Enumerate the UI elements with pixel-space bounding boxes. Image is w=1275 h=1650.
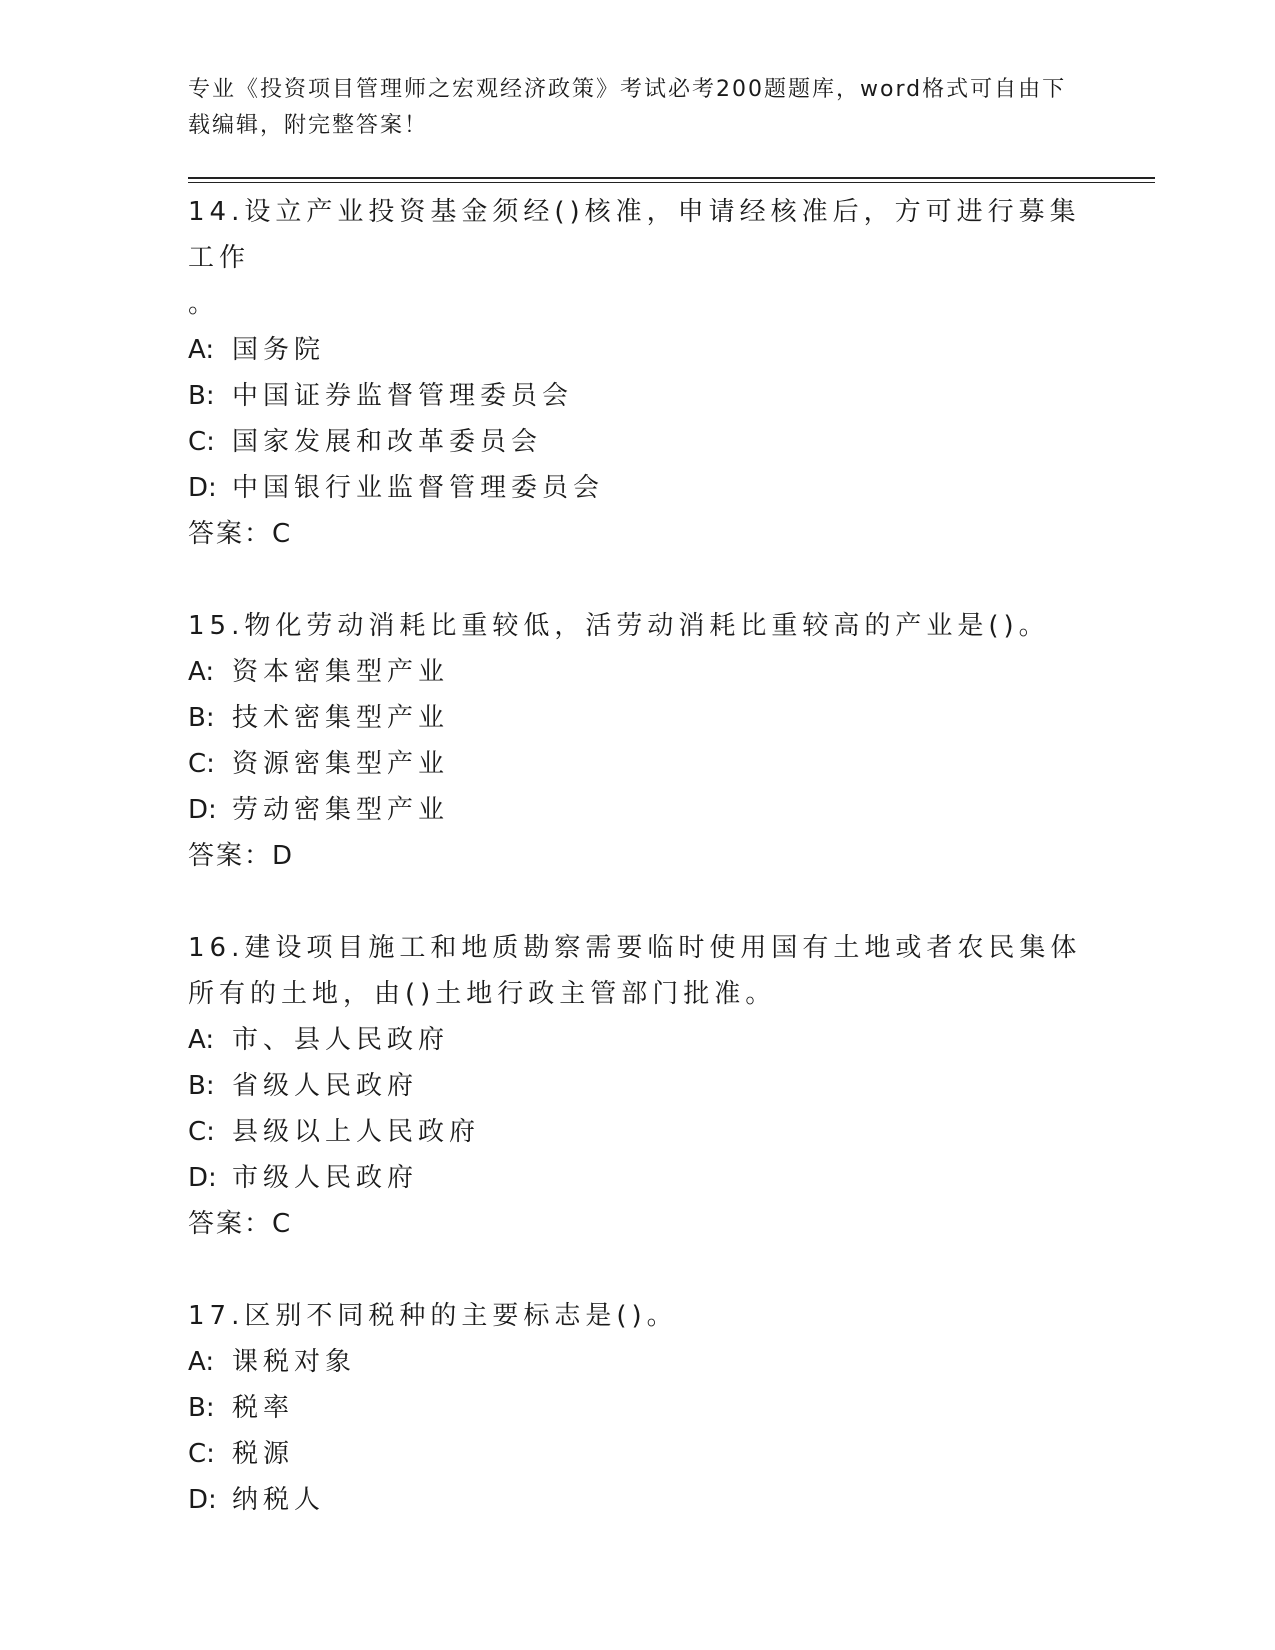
- option-key: D:: [188, 1163, 217, 1193]
- option-d: [188, 465, 1088, 511]
- option-key: B:: [188, 1393, 215, 1423]
- option-d: [188, 1477, 1088, 1523]
- option-text: 税源: [232, 1439, 295, 1469]
- option-key: D:: [188, 1485, 217, 1515]
- option-text: 市、县人民政府: [232, 1025, 450, 1055]
- option-key: C:: [188, 749, 215, 779]
- option-c: [188, 1109, 1088, 1155]
- question-15: [188, 603, 1088, 879]
- option-c: [188, 419, 1088, 465]
- option-key: A:: [188, 1025, 215, 1055]
- option-key: D:: [188, 473, 217, 503]
- option-key: C:: [188, 1117, 215, 1147]
- option-d: [188, 787, 1088, 833]
- question-17: [188, 1293, 1088, 1523]
- answer-line: 答案：C: [188, 519, 293, 549]
- option-b: [188, 373, 1088, 419]
- question-stem-text: 14.设立产业投资基金须经()核准，申请经核准后，方可进行募集工作: [188, 197, 1081, 273]
- option-c: [188, 741, 1088, 787]
- option-text: 纳税人: [232, 1485, 326, 1515]
- option-text: 国家发展和改革委员会: [232, 427, 543, 457]
- option-key: A:: [188, 335, 215, 365]
- question-stem-text: 17.区别不同税种的主要标志是()。: [188, 1301, 678, 1331]
- option-text: 课税对象: [232, 1347, 357, 1377]
- answer-line: 答案：D: [188, 841, 295, 871]
- question-stem-text: 16.建设项目施工和地质勘察需要临时使用国有土地或者农民集体所有的土地，由()土地行政主管部门批准。: [188, 933, 1082, 1009]
- option-text: 技术密集型产业: [232, 703, 450, 733]
- option-key: C:: [188, 427, 215, 457]
- option-text: 资源密集型产业: [232, 749, 450, 779]
- option-b: [188, 1063, 1088, 1109]
- header-text: 专业《投资项目管理师之宏观经济政策》考试必考200题题库，word格式可自由下载编辑，附完整答案！: [188, 77, 1067, 138]
- option-text: 劳动密集型产业: [232, 795, 450, 825]
- header-divider-thick: [188, 177, 1155, 179]
- option-c: [188, 1431, 1088, 1477]
- question-14: [188, 189, 1088, 557]
- option-text: 税率: [232, 1393, 295, 1423]
- question-stem: [188, 603, 1088, 649]
- document-header: [188, 72, 1088, 144]
- option-a: [188, 1017, 1088, 1063]
- option-d: [188, 1155, 1088, 1201]
- question-list: [188, 189, 1088, 1569]
- option-key: B:: [188, 703, 215, 733]
- option-a: [188, 649, 1088, 695]
- option-text: 国务院: [232, 335, 326, 365]
- question-16: [188, 925, 1088, 1247]
- option-key: B:: [188, 1071, 215, 1101]
- question-stem-text: 15.物化劳动消耗比重较低，活劳动消耗比重较高的产业是()。: [188, 611, 1050, 641]
- option-key: D:: [188, 795, 217, 825]
- header-divider-thin: [188, 182, 1155, 183]
- answer-line: 答案：C: [188, 1209, 293, 1239]
- option-text: 省级人民政府: [232, 1071, 419, 1101]
- option-b: [188, 1385, 1088, 1431]
- option-key: A:: [188, 657, 215, 687]
- question-stem: [188, 1293, 1088, 1339]
- option-key: B:: [188, 381, 215, 411]
- option-key: A:: [188, 1347, 215, 1377]
- option-text: 中国银行业监督管理委员会: [232, 473, 605, 503]
- option-a: [188, 1339, 1088, 1385]
- option-b: [188, 695, 1088, 741]
- option-text: 县级以上人民政府: [232, 1117, 481, 1147]
- option-text: 中国证券监督管理委员会: [232, 381, 574, 411]
- option-text: 市级人民政府: [232, 1163, 419, 1193]
- question-stem: [188, 925, 1088, 1017]
- option-a: [188, 327, 1088, 373]
- question-stem-tail: 。: [188, 289, 220, 319]
- option-text: 资本密集型产业: [232, 657, 450, 687]
- question-stem: [188, 189, 1088, 327]
- option-key: C:: [188, 1439, 215, 1469]
